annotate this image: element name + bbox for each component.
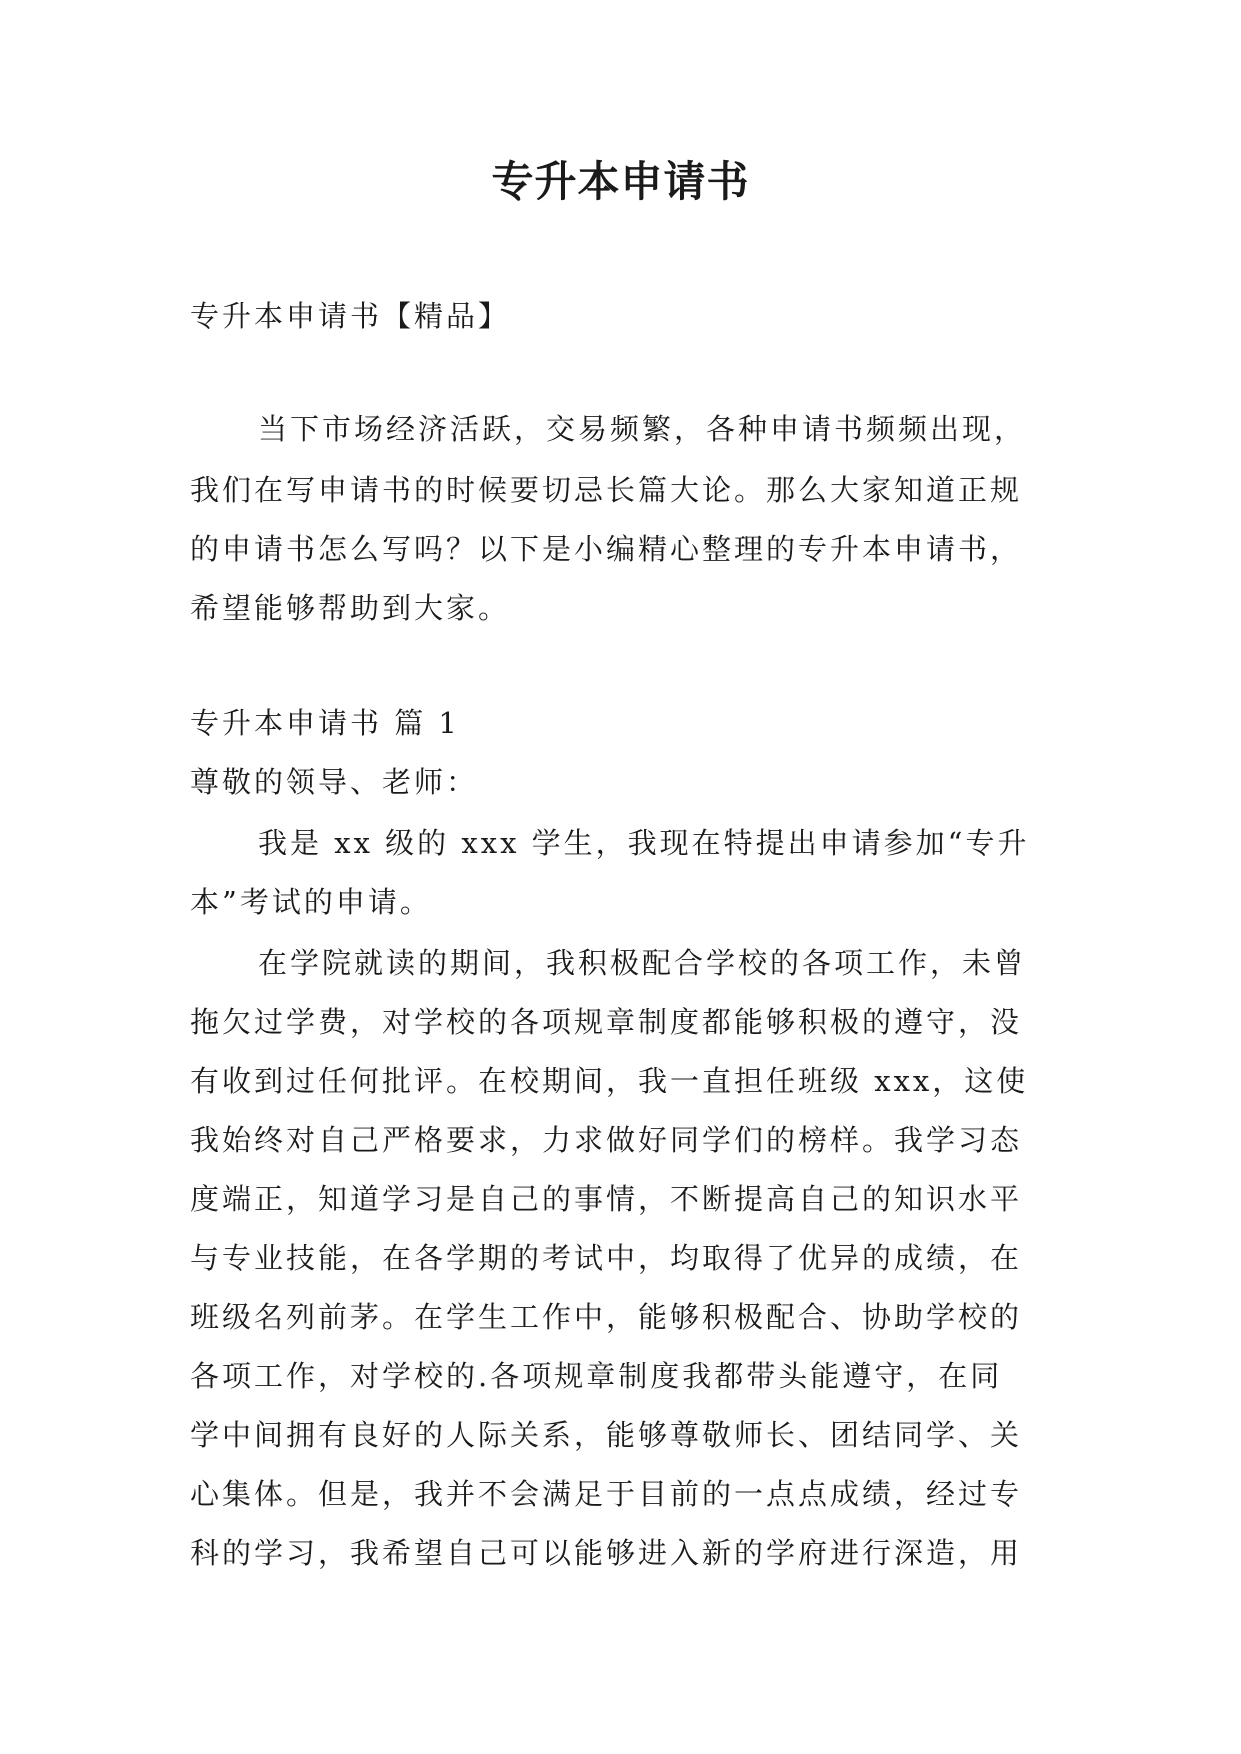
- intro-line: 希望能够帮助到大家。: [190, 591, 511, 625]
- paragraph-line: 度端正，知道学习是自己的事情，不断提高自己的知识水平: [190, 1182, 1023, 1216]
- intro-line: 我们在写申请书的时候要切忌长篇大论。那么大家知道正规: [190, 473, 1023, 507]
- paragraph-line: 我始终对自己严格要求，力求做好同学们的榜样。我学习态: [190, 1123, 1023, 1157]
- document-title: 专升本申请书: [491, 157, 750, 206]
- section-heading: 专升本申请书 篇 1: [190, 706, 460, 740]
- intro-line: 的申请书怎么写吗？以下是小编精心整理的专升本申请书，: [190, 532, 1023, 566]
- paragraph-line: 与专业技能，在各学期的考试中，均取得了优异的成绩，在: [190, 1241, 1023, 1275]
- paragraph-line: 拖欠过学费，对学校的各项规章制度都能够积极的遵守，没: [190, 1005, 1023, 1039]
- paragraph-line: 科的学习，我希望自己可以能够进入新的学府进行深造，用: [190, 1536, 1023, 1570]
- paragraph-line: 我是 xx 级的 xxx 学生，我现在特提出申请参加“专升: [258, 826, 1030, 860]
- paragraph-line: 各项工作，对学校的.各项规章制度我都带头能遵守，在同: [190, 1359, 1003, 1393]
- salutation: 尊敬的领导、老师：: [190, 765, 479, 799]
- paragraph-line: 班级名列前茅。在学生工作中，能够积极配合、协助学校的: [190, 1300, 1023, 1334]
- paragraph-line: 心集体。但是，我并不会满足于目前的一点点成绩，经过专: [190, 1477, 1023, 1511]
- paragraph-line: 在学院就读的期间，我积极配合学校的各项工作，未曾: [258, 946, 1027, 980]
- intro-line: 当下市场经济活跃，交易频繁，各种申请书频频出现，: [258, 412, 1027, 446]
- paragraph-line: 有收到过任何批评。在校期间，我一直担任班级 xxx，这使: [190, 1064, 1029, 1098]
- paragraph-line: 学中间拥有良好的人际关系，能够尊敬师长、团结同学、关: [190, 1418, 1023, 1452]
- document-subtitle: 专升本申请书【精品】: [190, 299, 511, 333]
- paragraph-line: 本”考试的申请。: [190, 885, 432, 919]
